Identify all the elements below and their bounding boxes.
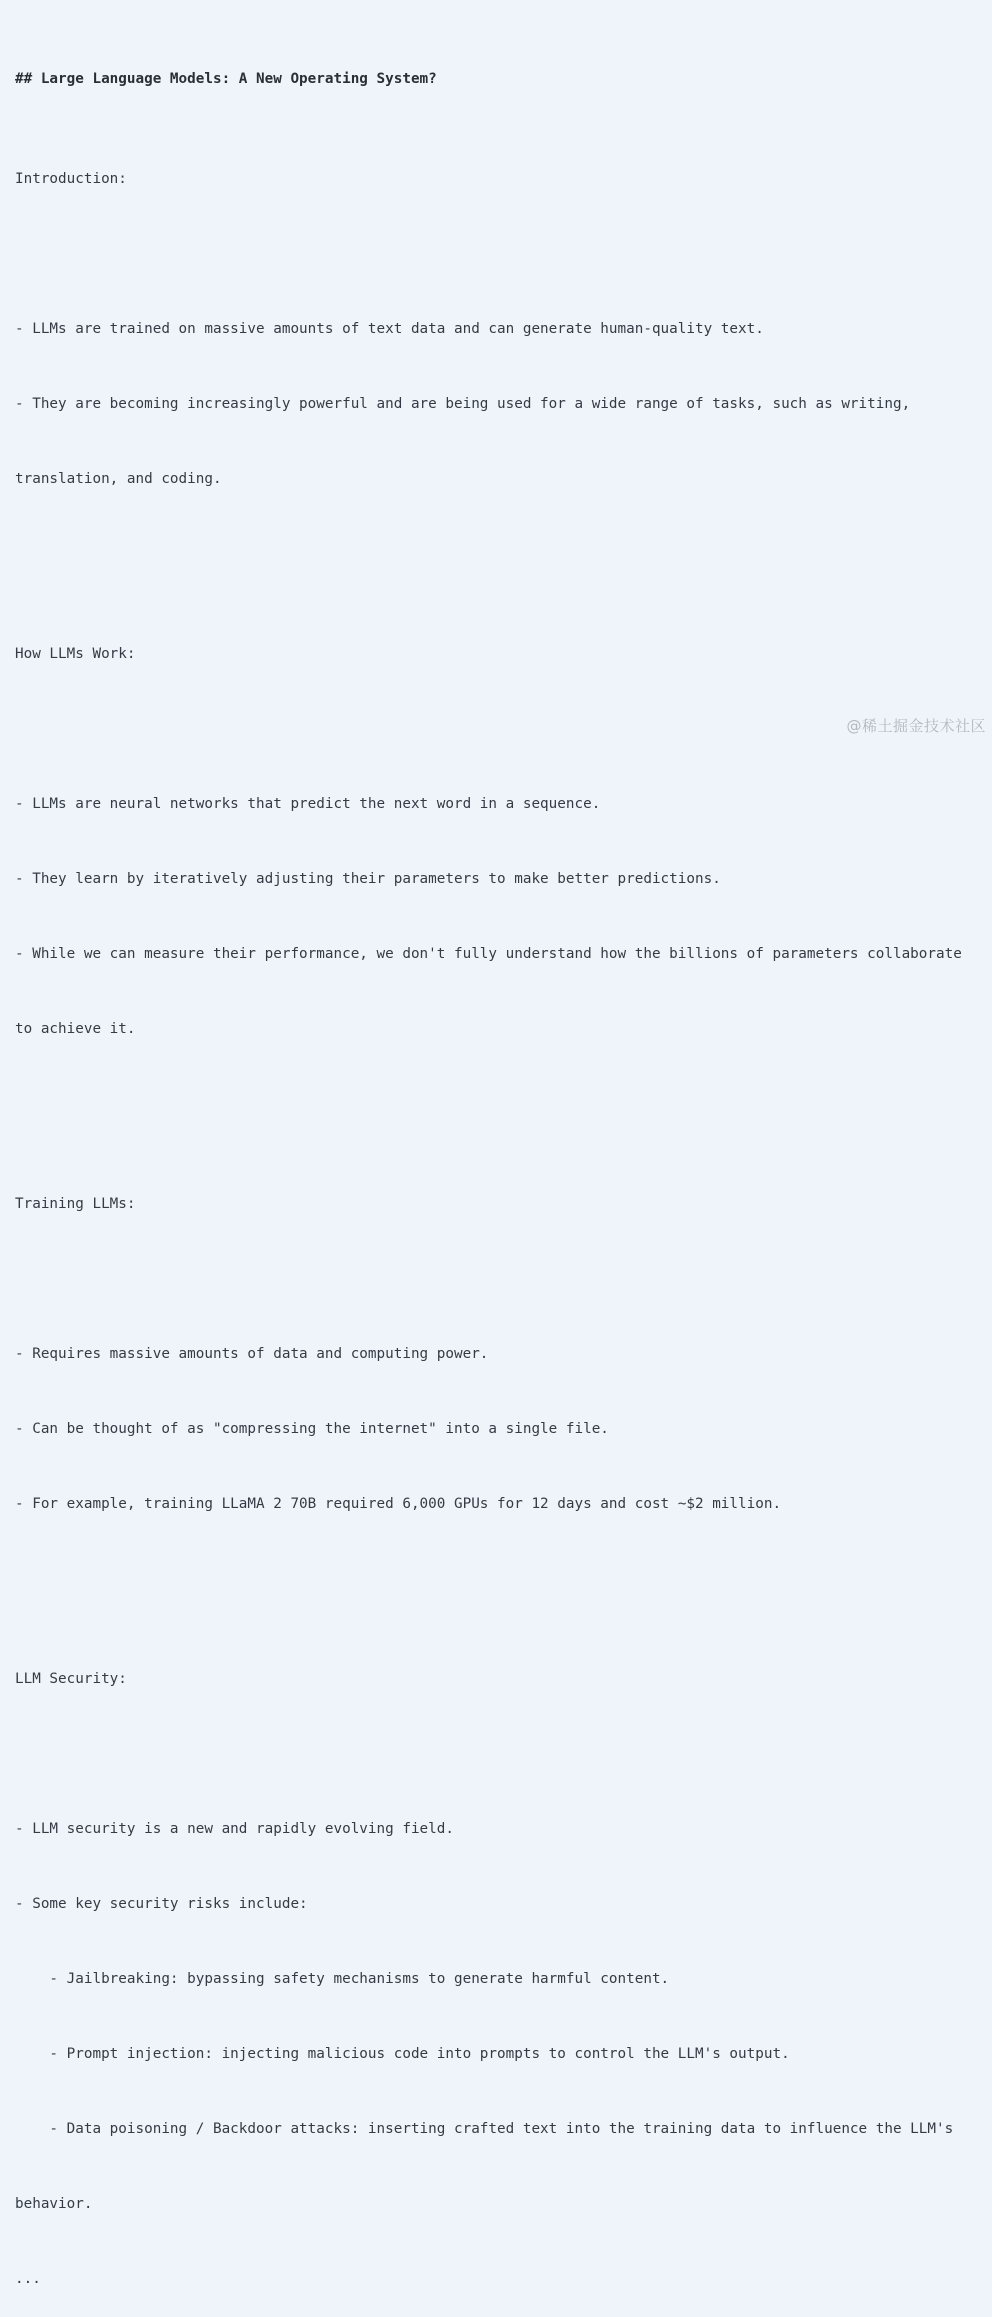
section-heading-training-llms: Training LLMs: [15, 1196, 136, 1212]
sub-bullet-line: - Prompt injection: injecting malicious code into prompts to control the LLM's output. [15, 2046, 790, 2062]
blank-line [15, 717, 992, 742]
section-heading-introduction: Introduction: [15, 171, 127, 187]
bullet-line: - Some key security risks include: [15, 1896, 308, 1912]
bullet-line: - They learn by iteratively adjusting their parameters to make better predictions. [15, 871, 721, 887]
bullet-line: - While we can measure their performance, we don't fully understand how the billions of parameters collaborate [15, 946, 962, 962]
bullet-line: - LLMs are trained on massive amounts of text data and can generate human-quality text. [15, 321, 764, 337]
blank-line [15, 1567, 992, 1592]
bullet-line: - Can be thought of as "compressing the internet" into a single file. [15, 1421, 609, 1437]
section-heading-llm-security: LLM Security: [15, 1671, 127, 1687]
blank-line [15, 542, 992, 567]
section-heading-how-llms-work: How LLMs Work: [15, 646, 136, 662]
blank-line [15, 1267, 992, 1292]
document-title: ## Large Language Models: A New Operating System? [15, 71, 437, 87]
document-body [15, 17, 992, 2317]
sub-bullet-line: - Jailbreaking: bypassing safety mechanisms to generate harmful content. [15, 1971, 670, 1987]
bullet-continuation-line: behavior. [15, 2196, 93, 2212]
bullet-line: - For example, training LLaMA 2 70B required 6,000 GPUs for 12 days and cost ~$2 million. [15, 1496, 782, 1512]
bullet-continuation-line: to achieve it. [15, 1021, 136, 1037]
watermark: @稀土掘金技术社区 [846, 717, 986, 735]
sub-bullet-line: - Data poisoning / Backdoor attacks: inserting crafted text into the training data to influence the LLM's [15, 2121, 954, 2137]
bullet-line: - They are becoming increasingly powerful and are being used for a wide range of tasks, such as writing, [15, 396, 911, 412]
blank-line [15, 1092, 992, 1117]
ellipsis-line: ... [15, 2271, 41, 2287]
blank-line [15, 1742, 992, 1767]
bullet-line: - LLM security is a new and rapidly evolving field. [15, 1821, 454, 1837]
blank-line [15, 242, 992, 267]
bullet-continuation-line: translation, and coding. [15, 471, 222, 487]
bullet-line: - LLMs are neural networks that predict the next word in a sequence. [15, 796, 601, 812]
bullet-line: - Requires massive amounts of data and computing power. [15, 1346, 489, 1362]
